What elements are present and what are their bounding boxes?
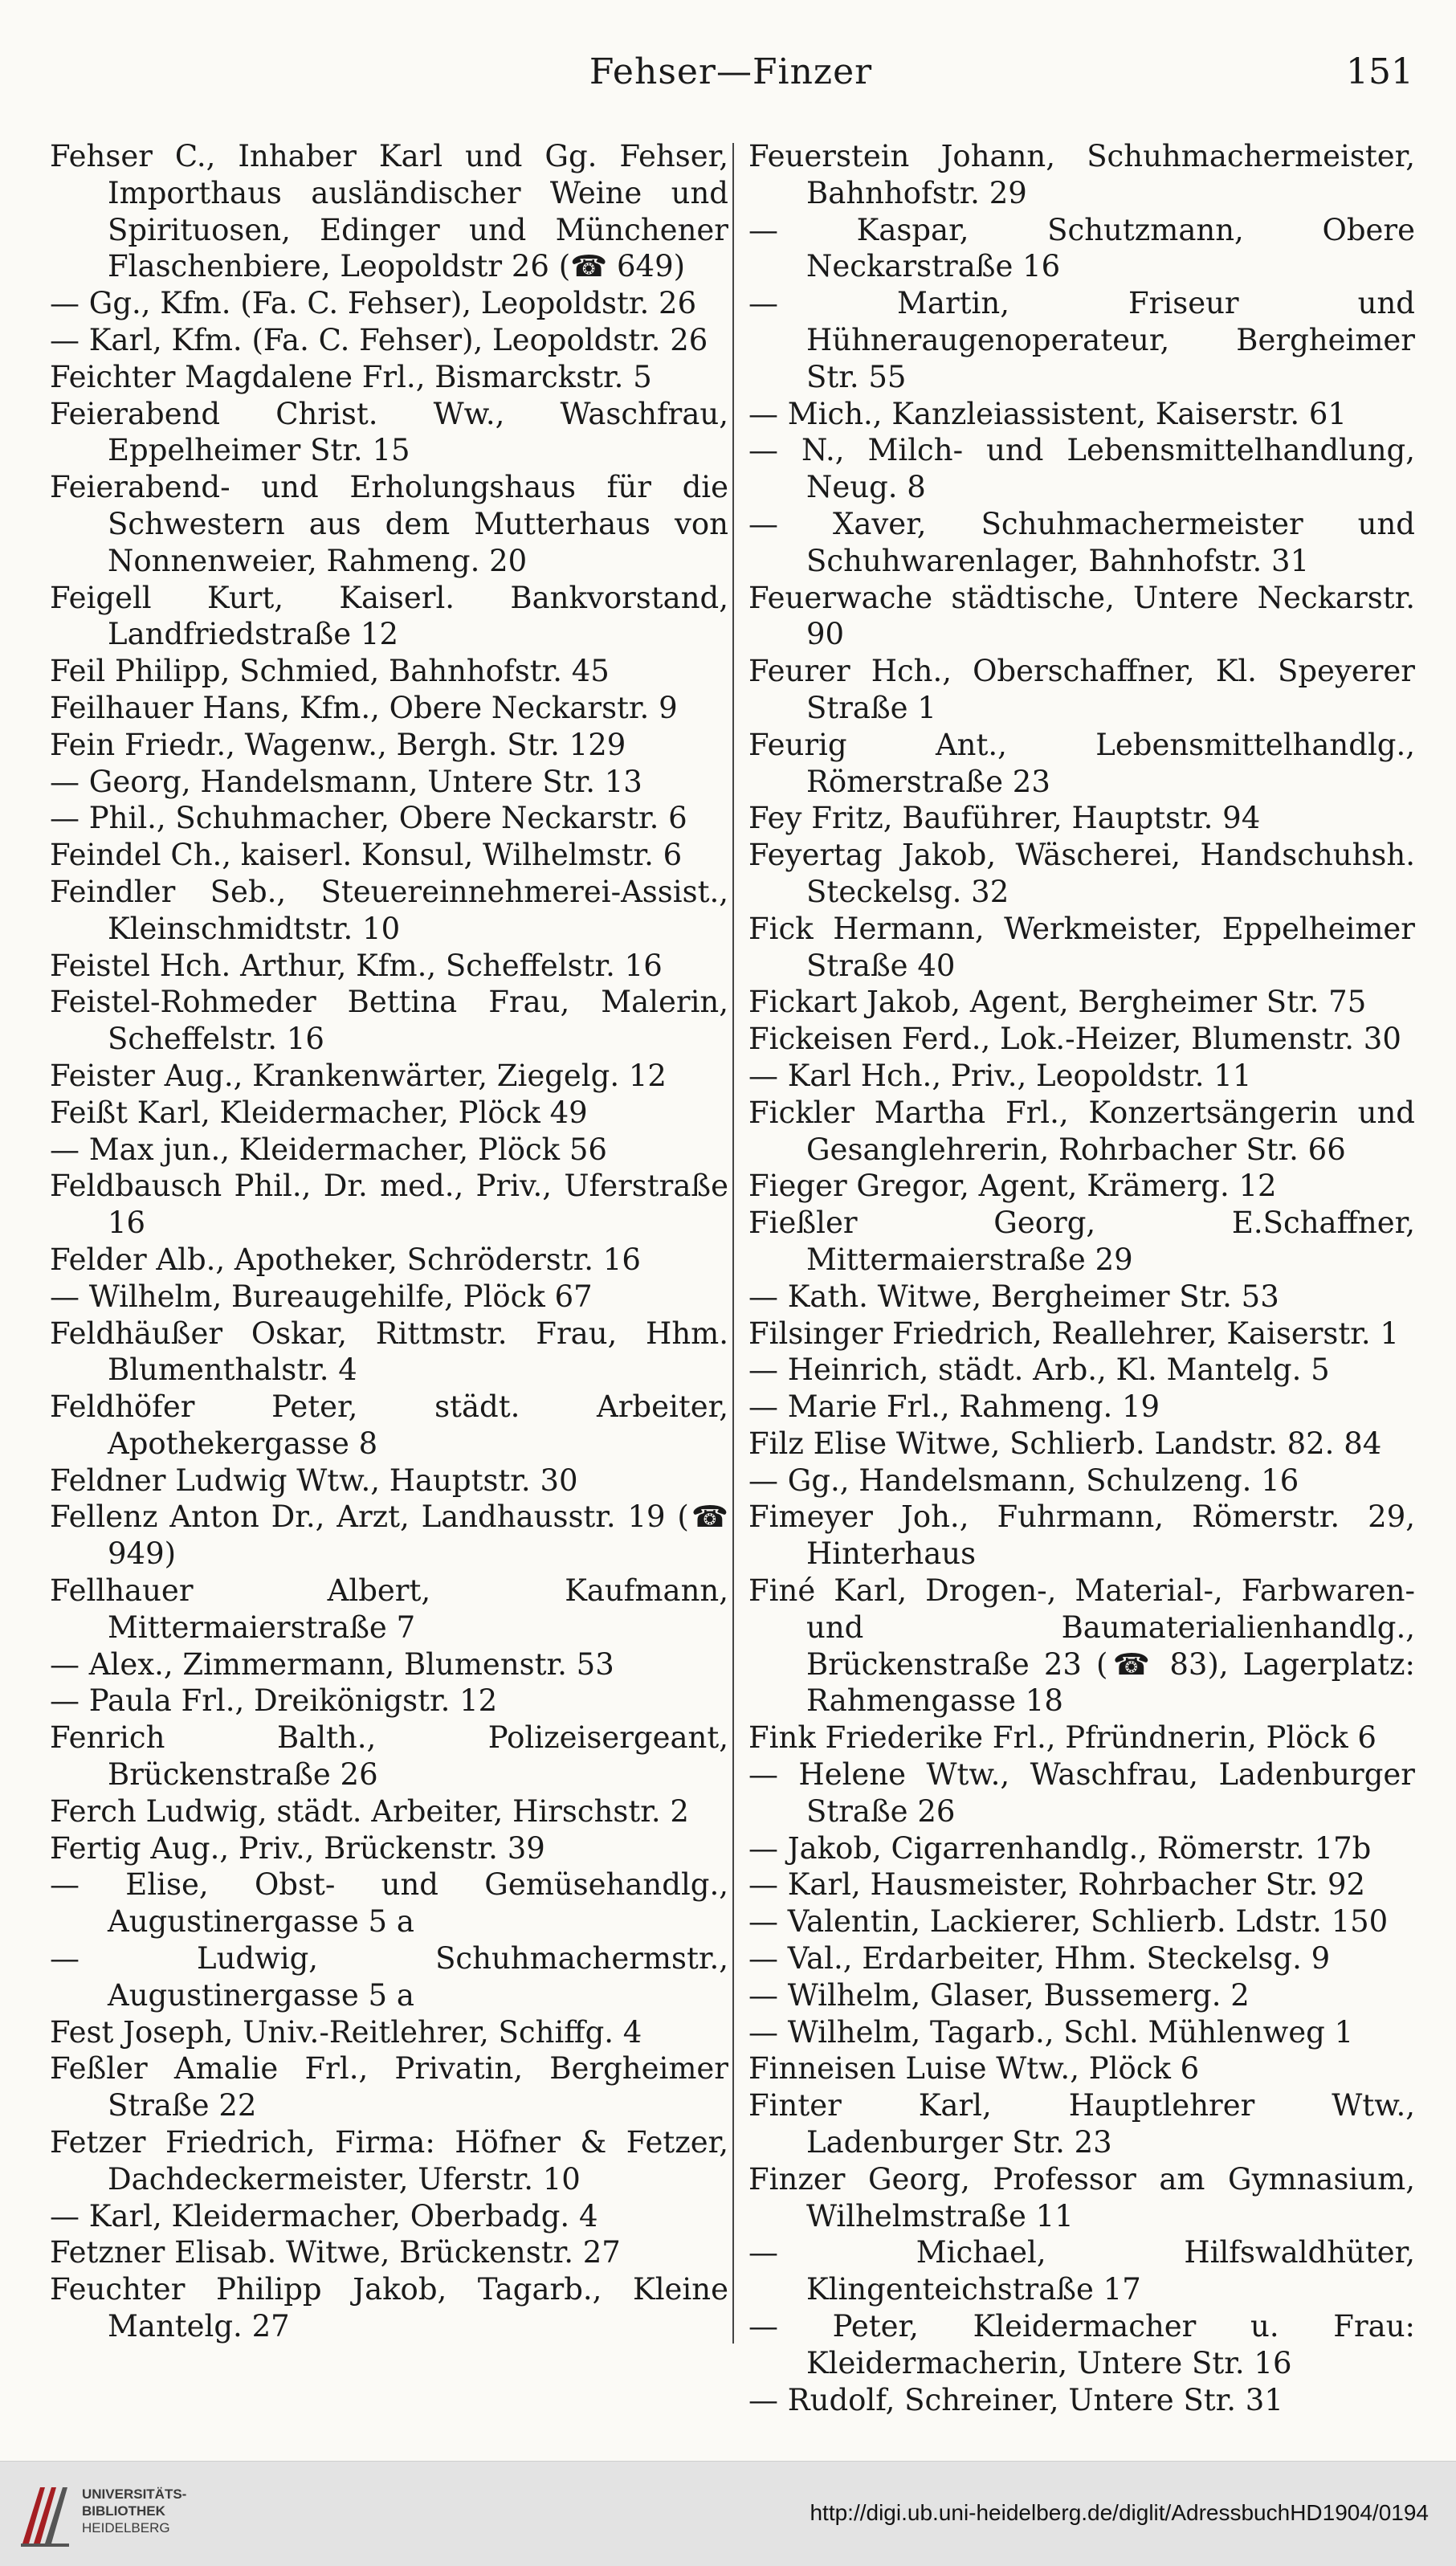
library-name-line: BIBLIOTHEK [82,2503,165,2519]
directory-entry: Feilhauer Hans, Kfm., Obere Neckarstr. 9 [50,690,678,725]
directory-entry: — Helene Wtw., Waschfrau, Ladenburger Straße 26 [748,1757,1415,1829]
directory-entry: — Max jun., Kleidermacher, Plöck 56 [50,1132,607,1167]
running-head-title: Fehser—Finzer [589,51,873,92]
directory-entry: Feigell Kurt, Kaiserl. Bankvorstand, Landfriedstraße 12 [50,580,728,652]
directory-entry: — Wilhelm, Bureaugehilfe, Plöck 67 [50,1279,593,1314]
directory-entry: — Marie Frl., Rahmeng. 19 [748,1389,1160,1425]
directory-entry: Feurer Hch., Oberschaffner, Kl. Speyerer Straße 1 [748,654,1415,725]
directory-entry: Fey Fritz, Bauführer, Hauptstr. 94 [748,801,1261,836]
footer-bar [0,2461,1456,2566]
directory-entry: Fest Joseph, Univ.-Reitlehrer, Schiffg. 4 [50,2014,642,2050]
directory-entry: Fenrich Balth., Polizeisergeant, Brückenstraße 26 [50,1720,728,1793]
directory-entry: Finneisen Luise Wtw., Plöck 6 [748,2051,1200,2087]
directory-entry: Feßler Amalie Frl., Privatin, Bergheimer Straße 22 [50,2051,728,2123]
directory-entry: Feierabend- und Erholungshaus für die Schwestern aus dem Mutterhaus von Nonnenweier, Rahmeng. 20 [50,470,728,578]
directory-entry: — Georg, Handelsmann, Untere Str. 13 [50,764,642,799]
directory-entry: Feindel Ch., kaiserl. Konsul, Wilhelmstr. 6 [50,838,683,873]
library-name-line: HEIDELBERG [82,2520,170,2535]
directory-entry: — Paula Frl., Dreikönigstr. 12 [50,1683,498,1719]
directory-entry: — Michael, Hilfswaldhüter, Klingenteichstraße 17 [748,2235,1415,2307]
directory-entry: Fickart Jakob, Agent, Bergheimer Str. 75 [748,985,1367,1020]
directory-entry: Feuerstein Johann, Schuhmachermeister, Bahnhofstr. 29 [748,139,1415,210]
directory-entry: Finé Karl, Drogen-, Material-, Farbwaren- und Baumaterialienhandlg., Brückenstraße 23 (☎ 83), Lagerplatz: Rahmengasse 18 [748,1573,1415,1719]
directory-entry: — Wilhelm, Tagarb., Schl. Mühlenweg 1 [748,2014,1354,2050]
column-divider [732,143,734,2344]
directory-entry: Feldner Ludwig Wtw., Hauptstr. 30 [50,1462,578,1498]
directory-entry: — Gg., Handelsmann, Schulzeng. 16 [748,1462,1299,1498]
directory-entry: — Wilhelm, Glaser, Bussemerg. 2 [748,1977,1250,2013]
directory-entry: — Valentin, Lackierer, Schlierb. Ldstr. 150 [748,1904,1389,1940]
directory-entry: Feyertag Jakob, Wäscherei, Handschuhsh. Steckelsg. 32 [748,838,1415,909]
directory-entry: — Karl, Kfm. (Fa. C. Fehser), Leopoldstr. 26 [50,322,708,357]
directory-entry: Felder Alb., Apotheker, Schröderstr. 16 [50,1242,641,1277]
directory-entry: Fein Friedr., Wagenw., Bergh. Str. 129 [50,727,626,762]
right-column [748,138,1415,2418]
directory-entry: — Karl Hch., Priv., Leopoldstr. 11 [748,1058,1252,1093]
page-header [48,42,1413,106]
directory-entry: Finter Karl, Hauptlehrer Wtw., Ladenburger Str. 23 [748,2088,1415,2160]
directory-entry: Fink Friederike Frl., Pfründnerin, Plöck 6 [748,1720,1376,1756]
directory-entry: Feldhäußer Oskar, Rittmstr. Frau, Hhm. Blumenthalstr. 4 [50,1316,728,1388]
directory-entry: — Rudolf, Schreiner, Untere Str. 31 [748,2382,1283,2417]
directory-entry: — Jakob, Cigarrenhandlg., Römerstr. 17b [748,1830,1372,1866]
directory-entry: Ferch Ludwig, städt. Arbeiter, Hirschstr. 2 [50,1793,689,1829]
directory-entry: — N., Milch- und Lebensmittelhandlung, Neug. 8 [748,433,1415,505]
directory-entry: — Peter, Kleidermacher u. Frau: Kleidermacherin, Untere Str. 16 [748,2309,1415,2380]
directory-entry: Fellhauer Albert, Kaufmann, Mittermaierstraße 7 [50,1573,728,1645]
directory-entry: — Gg., Kfm. (Fa. C. Fehser), Leopoldstr. 26 [50,286,697,321]
directory-entry: Filz Elise Witwe, Schlierb. Landstr. 82. 84 [748,1426,1382,1461]
directory-entry: — Elise, Obst- und Gemüsehandlg., Augustinergasse 5 a [50,1867,728,1940]
directory-entry: Fickler Martha Frl., Konzertsängerin und Gesanglehrerin, Rohrbacher Str. 66 [748,1095,1415,1167]
directory-entry: Feldhöfer Peter, städt. Arbeiter, Apothekergasse 8 [50,1389,728,1461]
directory-entry: — Kath. Witwe, Bergheimer Str. 53 [748,1279,1279,1314]
directory-entry: — Martin, Friseur und Hühneraugenoperateur, Bergheimer Str. 55 [748,286,1415,394]
directory-entry: — Heinrich, städt. Arb., Kl. Mantelg. 5 [748,1352,1330,1388]
directory-entry: Feil Philipp, Schmied, Bahnhofstr. 45 [50,654,610,689]
directory-entry: — Karl, Kleidermacher, Oberbadg. 4 [50,2198,598,2234]
directory-entry: — Phil., Schuhmacher, Obere Neckarstr. 6 [50,801,687,836]
directory-entry: Feistel-Rohmeder Bettina Frau, Malerin, Scheffelstr. 16 [50,985,728,1057]
directory-entry: Fimeyer Joh., Fuhrmann, Römerstr. 29, Hinterhaus [748,1499,1415,1572]
directory-entry: Fetzner Elisab. Witwe, Brückenstr. 27 [50,2235,621,2270]
source-url-link[interactable]: http://digi.ub.uni-heidelberg.de/diglit/AdressbuchHD1904/0194 [810,2500,1429,2525]
directory-entry: — Mich., Kanzleiassistent, Kaiserstr. 61 [748,396,1347,431]
directory-entry: Fick Hermann, Werkmeister, Eppelheimer Straße 40 [748,911,1415,983]
directory-entry: Feierabend Christ. Ww., Waschfrau, Eppelheimer Str. 15 [50,396,728,468]
library-name [82,2486,186,2536]
directory-entry: Feurig Ant., Lebensmittelhandlg., Römerstraße 23 [748,727,1415,799]
directory-entry: — Xaver, Schuhmachermeister und Schuhwarenlager, Bahnhofstr. 31 [748,506,1415,578]
directory-entry: Feuchter Philipp Jakob, Tagarb., Kleine Mantelg. 27 [50,2272,728,2344]
directory-entry: — Alex., Zimmermann, Blumenstr. 53 [50,1646,614,1682]
directory-entry: Fetzer Friedrich, Firma: Höfner & Fetzer, Dachdeckermeister, Uferstr. 10 [50,2125,728,2197]
directory-entry: Feichter Magdalene Frl., Bismarckstr. 5 [50,359,652,394]
directory-entry: Fellenz Anton Dr., Arzt, Landhausstr. 19 (☎ 949) [50,1499,728,1572]
directory-entry: — Kaspar, Schutzmann, Obere Neckarstraße 16 [748,212,1415,284]
directory-entry: Feindler Seb., Steuereinnehmerei-Assist., Kleinschmidtstr. 10 [50,874,728,946]
ub-heidelberg-logo-icon[interactable] [18,2479,75,2548]
directory-entry: Feuerwache städtische, Untere Neckarstr. 90 [748,580,1415,652]
left-column [50,138,728,2345]
directory-entry: Feistel Hch. Arthur, Kfm., Scheffelstr. 16 [50,948,663,983]
directory-entry: Feldbausch Phil., Dr. med., Priv., Uferstraße 16 [50,1169,728,1241]
directory-entry: — Karl, Hausmeister, Rohrbacher Str. 92 [748,1867,1366,1903]
directory-entry: Feister Aug., Krankenwärter, Ziegelg. 12 [50,1058,667,1093]
library-name-line: UNIVERSITÄTS- [82,2486,187,2502]
directory-entry: Finzer Georg, Professor am Gymnasium, Wilhelmstraße 11 [748,2161,1415,2234]
directory-entry: Fießler Georg, E.Schaffner, Mittermaierstraße 29 [748,1205,1415,1277]
directory-entry: Fehser C., Inhaber Karl und Gg. Fehser, Importhaus ausländischer Weine und Spirituosen, Edinger und Münchener Flaschenbiere, Leopoldstr 26 (☎ 649) [50,139,728,284]
page-number: 151 [1346,51,1413,92]
directory-entry: Fertig Aug., Priv., Brückenstr. 39 [50,1830,545,1866]
directory-entry: Fickeisen Ferd., Lok.-Heizer, Blumenstr. 30 [748,1022,1401,1057]
logo-graphic [18,2479,75,2548]
directory-entry: Fieger Gregor, Agent, Krämerg. 12 [748,1169,1277,1204]
directory-entry: — Val., Erdarbeiter, Hhm. Steckelsg. 9 [748,1941,1331,1977]
directory-entry: Feißt Karl, Kleidermacher, Plöck 49 [50,1095,588,1130]
directory-entry: Filsinger Friedrich, Reallehrer, Kaiserstr. 1 [748,1316,1399,1351]
directory-entry: — Ludwig, Schuhmachermstr., Augustinergasse 5 a [50,1941,728,2013]
